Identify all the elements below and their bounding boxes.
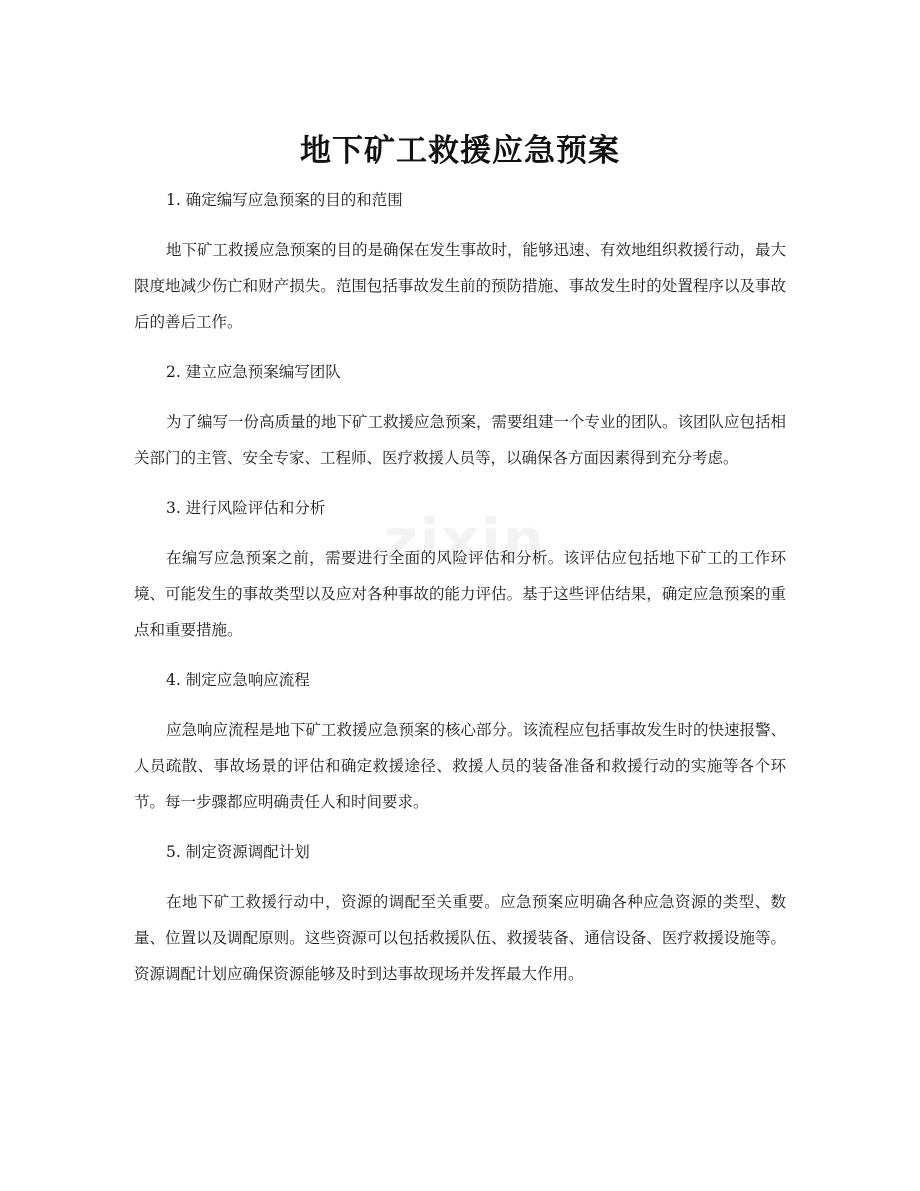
page-title: 地下矿工救援应急预案 (300, 132, 620, 169)
section-1 (134, 182, 786, 354)
section-heading: 5. 制定资源调配计划 (166, 843, 310, 861)
section-heading: 4. 制定应急响应流程 (166, 671, 310, 689)
section-2 (134, 354, 786, 490)
section-3 (134, 490, 786, 662)
section-heading: 3. 进行风险评估和分析 (166, 499, 326, 517)
section-heading: 2. 建立应急预案编写团队 (166, 363, 341, 381)
section-paragraph: 为了编写一份高质量的地下矿工救援应急预案，需要组建一个专业的团队。该团队应包括相关部门的主管、安全专家、工程师、医疗救援人员等，以确保各方面因素得到充分考虑。 (134, 413, 787, 467)
section-paragraph: 在编写应急预案之前，需要进行全面的风险评估和分析。该评估应包括地下矿工的工作环境、可能发生的事故类型以及应对各种事故的能力评估。基于这些评估结果，确定应急预案的重点和重要措施。 (134, 549, 786, 639)
section-paragraph: 应急响应流程是地下矿工救援应急预案的核心部分。该流程应包括事故发生时的快速报警、人员疏散、事故场景的评估和确定救援途径、救援人员的装备准备和救援行动的实施等各个环节。每一步骤都应明确责任人和时间要求。 (134, 721, 787, 811)
watermark: zixin (383, 506, 547, 574)
section-4 (134, 662, 786, 834)
section-heading: 1. 确定编写应急预案的目的和范围 (166, 191, 403, 209)
document-body (134, 182, 786, 992)
section-paragraph: 地下矿工救援应急预案的目的是确保在发生事故时，能够迅速、有效地组织救援行动，最大限度地减少伤亡和财产损失。范围包括事故发生前的预防措施、事故发生时的处置程序以及事故后的善后工作。 (134, 241, 787, 331)
section-paragraph: 在地下矿工救援行动中，资源的调配至关重要。应急预案应明确各种应急资源的类型、数量、位置以及调配原则。这些资源可以包括救援队伍、救援装备、通信设备、医疗救援设施等。资源调配计划应确保资源能够及时到达事故现场并发挥最大作用。 (134, 893, 786, 983)
section-5 (134, 834, 786, 992)
